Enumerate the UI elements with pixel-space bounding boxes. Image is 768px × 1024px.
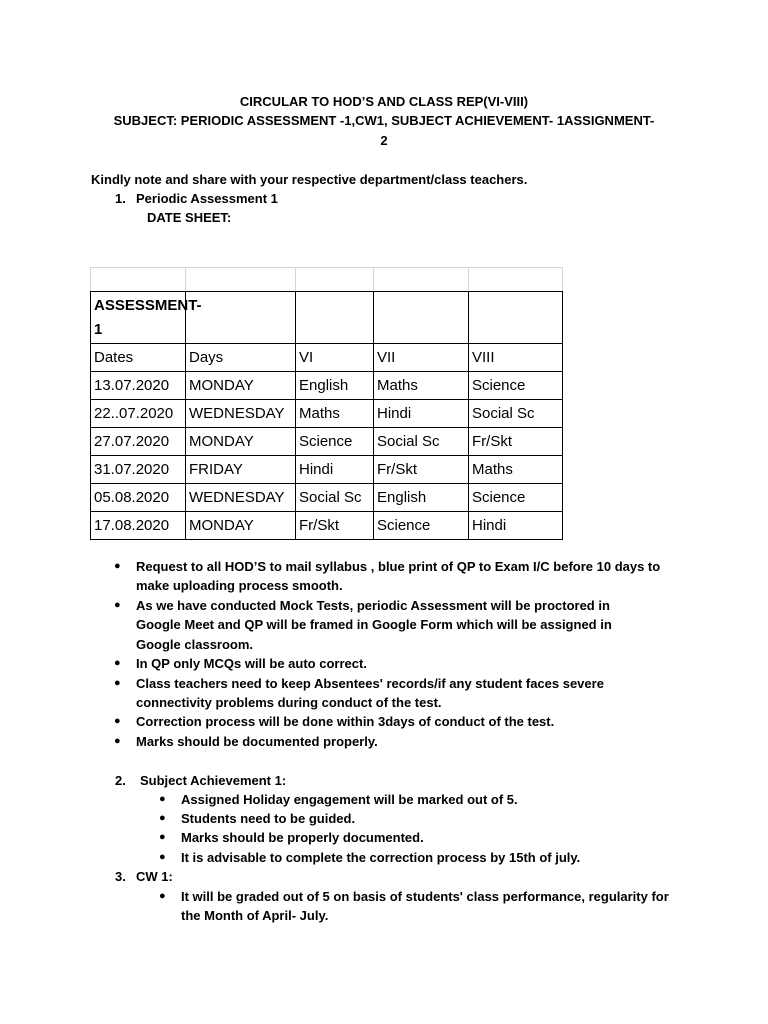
subject-cell-vii: Hindi [374,400,469,428]
day-cell: WEDNESDAY [186,400,296,428]
table-row [91,372,563,400]
section-2-number: 2. [115,773,126,788]
day-cell: WEDNESDAY [186,484,296,512]
subject-cell-viii: Maths [469,456,563,484]
day-cell: MONDAY [186,428,296,456]
section-3-title: CW 1: [136,869,173,884]
list-item: In QP only MCQs will be auto correct. [136,656,367,671]
subject-cell-vii: English [374,484,469,512]
table-row [91,400,563,428]
subject-cell-vii: Fr/Skt [374,456,469,484]
bullet-icon: ● [114,715,121,727]
list-item: Correction process will be done within 3days of conduct of the test. [136,714,555,729]
column-header: Dates [91,344,186,372]
table-row [91,456,563,484]
date-sheet-table [90,291,563,540]
subject-cell-viii: Hindi [469,512,563,540]
column-header: Days [186,344,296,372]
day-cell: MONDAY [186,372,296,400]
subject-cell-viii: Social Sc [469,400,563,428]
bullet-icon: ● [114,599,121,611]
list-item: Class teachers need to keep Absentees' records/if any student faces severe connectivity problems during conduct of the test. [136,676,604,711]
subject-cell-vi: Science [296,428,374,456]
column-header-row [91,344,563,372]
list-item: Students need to be guided. [181,811,356,826]
subject-cell-vi: Hindi [296,456,374,484]
list-item: It will be graded out of 5 on basis of students' class performance, regularity for the Month of April- July. [181,889,669,924]
bullet-icon: ● [159,890,166,902]
subject-cell-viii: Fr/Skt [469,428,563,456]
date-cell: 31.07.2020 [91,456,186,484]
date-cell: 05.08.2020 [91,484,186,512]
intro-text: Kindly note and share with your respective department/class teachers. [91,172,528,187]
assessment-header-row [91,292,563,344]
subject-cell-vii: Maths [374,372,469,400]
column-header: VI [296,344,374,372]
table-row [91,484,563,512]
subject-cell-viii: Science [469,372,563,400]
empty-header-row [90,267,563,292]
list-item: Marks should be properly documented. [181,830,424,845]
date-cell: 13.07.2020 [91,372,186,400]
bullet-icon: ● [114,560,121,572]
bullet-icon: ● [159,812,166,824]
column-header: VIII [469,344,563,372]
subject-cell-vi: English [296,372,374,400]
list-item: Request to all HOD’S to mail syllabus , blue print of QP to Exam I/C before 10 days to make uploading process smooth. [136,559,661,594]
bullet-icon: ● [114,735,121,747]
day-cell: MONDAY [186,512,296,540]
section-1-title: Periodic Assessment 1 [136,191,278,206]
subject-cell-viii: Science [469,484,563,512]
list-item: Assigned Holiday engagement will be marked out of 5. [181,792,518,807]
subject-line: SUBJECT: PERIODIC ASSESSMENT -1,CW1, SUBJECT ACHIEVEMENT- 1ASSIGNMENT- [113,113,655,128]
bullet-icon: ● [114,677,121,689]
day-cell: FRIDAY [186,456,296,484]
table-row [91,512,563,540]
subject-cell-vi: Social Sc [296,484,374,512]
section-1-number: 1. [115,191,126,206]
date-cell: 27.07.2020 [91,428,186,456]
subject-cell-vi: Fr/Skt [296,512,374,540]
bullet-icon: ● [159,831,166,843]
bullet-icon: ● [159,793,166,805]
subject-line-continued: 2 [380,133,388,148]
list-item: As we have conducted Mock Tests, periodic Assessment will be proctored in Google Meet and QP will be framed in Google Form which will be assigned in Google classroom. [136,598,612,652]
list-item: Marks should be documented properly. [136,734,378,749]
bullet-icon: ● [114,657,121,669]
circular-title: CIRCULAR TO HOD’S AND CLASS REP(VI-VIII) [239,94,529,109]
section-2-title: Subject Achievement 1: [140,773,287,788]
list-item: It is advisable to complete the correction process by 15th of july. [181,850,581,865]
date-cell: 17.08.2020 [91,512,186,540]
assessment-label: ASSESSMENT-1 [94,297,202,338]
section-3-number: 3. [115,869,126,884]
subject-cell-vii: Social Sc [374,428,469,456]
date-sheet-label: DATE SHEET: [147,210,232,225]
subject-cell-vii: Science [374,512,469,540]
table-row [91,428,563,456]
bullet-icon: ● [159,851,166,863]
assessment-label-cell [91,292,202,344]
column-header: VII [374,344,469,372]
date-cell: 22..07.2020 [91,400,186,428]
subject-cell-vi: Maths [296,400,374,428]
